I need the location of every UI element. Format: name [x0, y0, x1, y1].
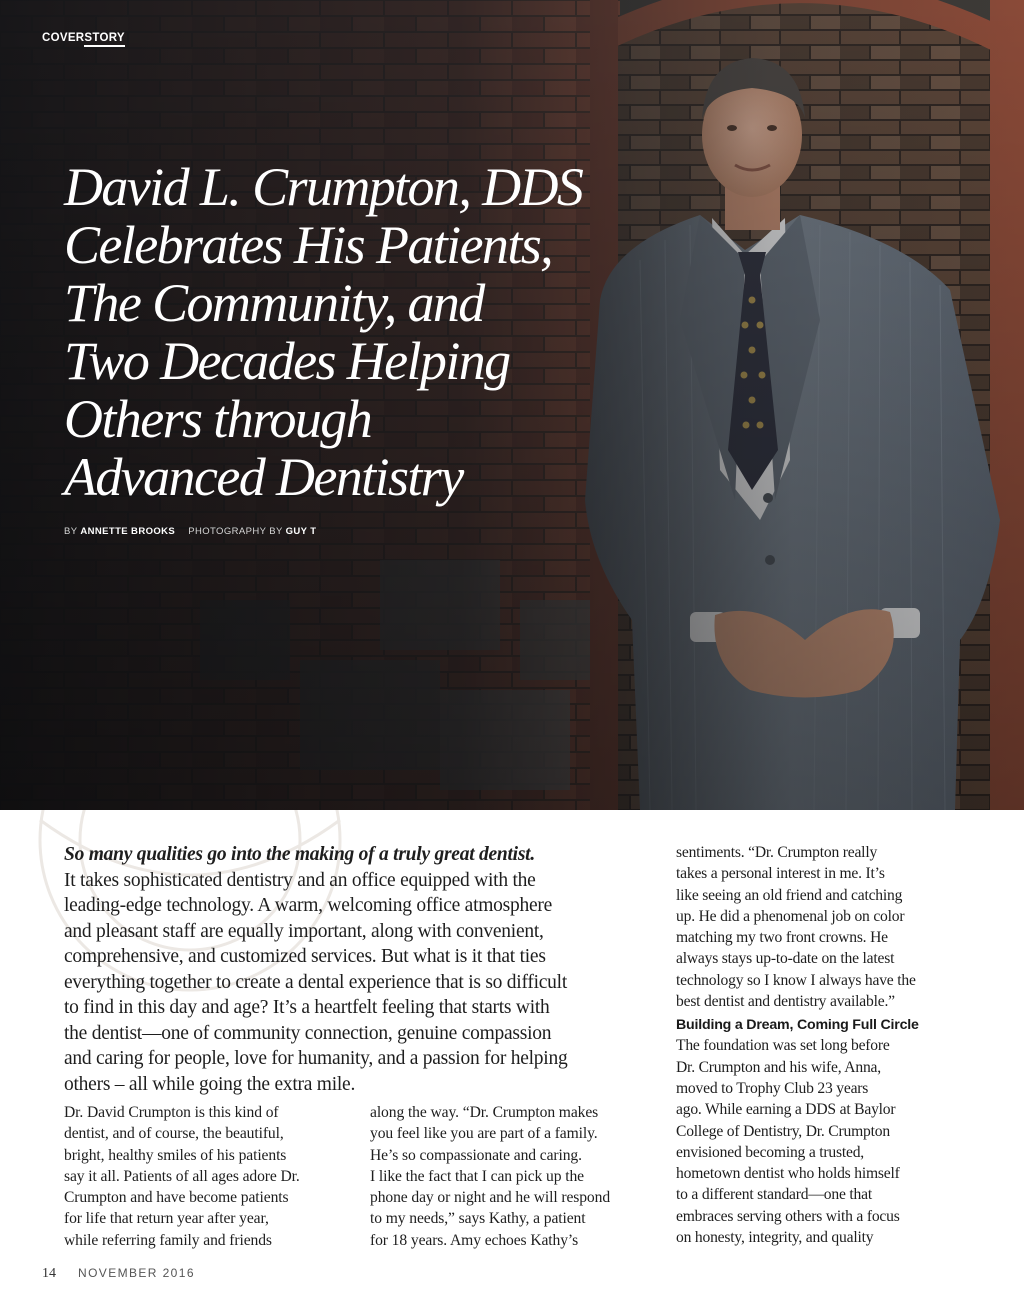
body-line: always stays up-to-date on the latest [676, 950, 895, 968]
body-column-1 [64, 1102, 354, 1251]
body-line: along the way. “Dr. Crumpton makes [370, 1104, 599, 1121]
article-body [0, 810, 1024, 1312]
lead-line: to find in this day and age? It’s a heartfelt feeling that starts with [64, 997, 550, 1018]
body-line: embraces serving others with a focus [676, 1207, 900, 1225]
body-line: on honesty, integrity, and quality [676, 1229, 874, 1247]
body-line: College of Dentistry, Dr. Crumpton [676, 1122, 890, 1140]
lead-line: everything together to create a dental experience that is so difficult [64, 971, 568, 993]
body-line: to my needs,” says Kathy, a patient [370, 1210, 586, 1228]
body-line: sentiments. “Dr. Crumpton really [676, 844, 878, 861]
body-line: moved to Trophy Club 23 years [676, 1079, 869, 1097]
body-line: dentist, and of course, the beautiful, [64, 1125, 284, 1143]
lead-line: others – all while going the extra mile. [64, 1073, 356, 1095]
lead-line: comprehensive, and customized services. But what is it that ties [64, 946, 546, 967]
body-line: matching my two front crowns. He [676, 929, 888, 947]
headline-line: Advanced Dentistry [64, 447, 463, 507]
body-line: up. He did a phenomenal job on color [676, 907, 905, 925]
body-line: bright, healthy smiles of his patients [64, 1146, 287, 1164]
section-tag [42, 32, 125, 44]
issue-date: NOVEMBER 2016 [78, 1266, 195, 1280]
body-line: you feel like you are part of a family. [370, 1125, 598, 1143]
headline-line: Celebrates His Patients, [64, 215, 553, 275]
byline-author: ANNETTE BROOKS [80, 526, 176, 537]
byline-photographer: GUY T [285, 526, 317, 537]
body-line: Dr. Crumpton and his wife, Anna, [676, 1058, 881, 1076]
lead-line: and pleasant staff are equally important, along with convenient, [64, 920, 544, 942]
body-line: for 18 years. Amy echoes Kathy’s [370, 1231, 579, 1249]
body-line: I like the fact that I can pick up the [370, 1167, 584, 1185]
lead-line: and caring for people, love for humanity, and a passion for helping [64, 1048, 568, 1069]
body-column-2 [370, 1102, 660, 1251]
page-folio [42, 1266, 195, 1282]
body-line: technology so I know I always have the [676, 971, 916, 989]
lead-paragraph [64, 842, 654, 1097]
section-tag-bold: STORY [84, 32, 124, 47]
body-line: phone day or night and he will respond [370, 1189, 611, 1207]
section-tag-light: COVER [42, 32, 85, 44]
headline-line: David L. Crumpton, DDS [64, 157, 583, 217]
body-line: ago. While earning a DDS at Baylor [676, 1101, 896, 1119]
body-column-3 [676, 842, 976, 1248]
body-line: The foundation was set long before [676, 1037, 890, 1055]
lead-line: So many qualities go into the making of a truly great dentist. [64, 844, 535, 865]
article-headline [64, 158, 664, 506]
section-subhead: Building a Dream, Coming Full Circle [676, 1017, 919, 1034]
body-line: He’s so compassionate and caring. [370, 1146, 582, 1164]
headline-line: Others through [64, 389, 372, 449]
body-line: for life that return year after year, [64, 1210, 269, 1228]
headline-line: The Community, and [64, 273, 484, 333]
byline-photo-label: PHOTOGRAPHY BY [188, 526, 283, 537]
body-line: hometown dentist who holds himself [676, 1165, 900, 1183]
body-line: best dentist and dentistry available.” [676, 993, 895, 1011]
lead-line: the dentist—one of community connection, genuine compassion [64, 1022, 552, 1044]
page-number: 14 [42, 1266, 56, 1281]
byline [64, 526, 316, 537]
body-line: envisioned becoming a trusted, [676, 1143, 865, 1161]
body-line: like seeing an old friend and catching [676, 886, 903, 904]
body-line: takes a personal interest in me. It’s [676, 865, 885, 883]
body-line: say it all. Patients of all ages adore Dr. [64, 1167, 300, 1185]
body-line: Crumpton and have become patients [64, 1189, 289, 1207]
body-line: Dr. David Crumpton is this kind of [64, 1104, 279, 1121]
lead-line: It takes sophisticated dentistry and an office equipped with the [64, 869, 536, 891]
body-line: while referring family and friends [64, 1231, 272, 1249]
lead-line: leading-edge technology. A warm, welcoming office atmosphere [64, 895, 553, 916]
byline-by-label: BY [64, 526, 78, 537]
headline-line: Two Decades Helping [64, 331, 510, 391]
body-line: to a different standard—one that [676, 1186, 872, 1204]
